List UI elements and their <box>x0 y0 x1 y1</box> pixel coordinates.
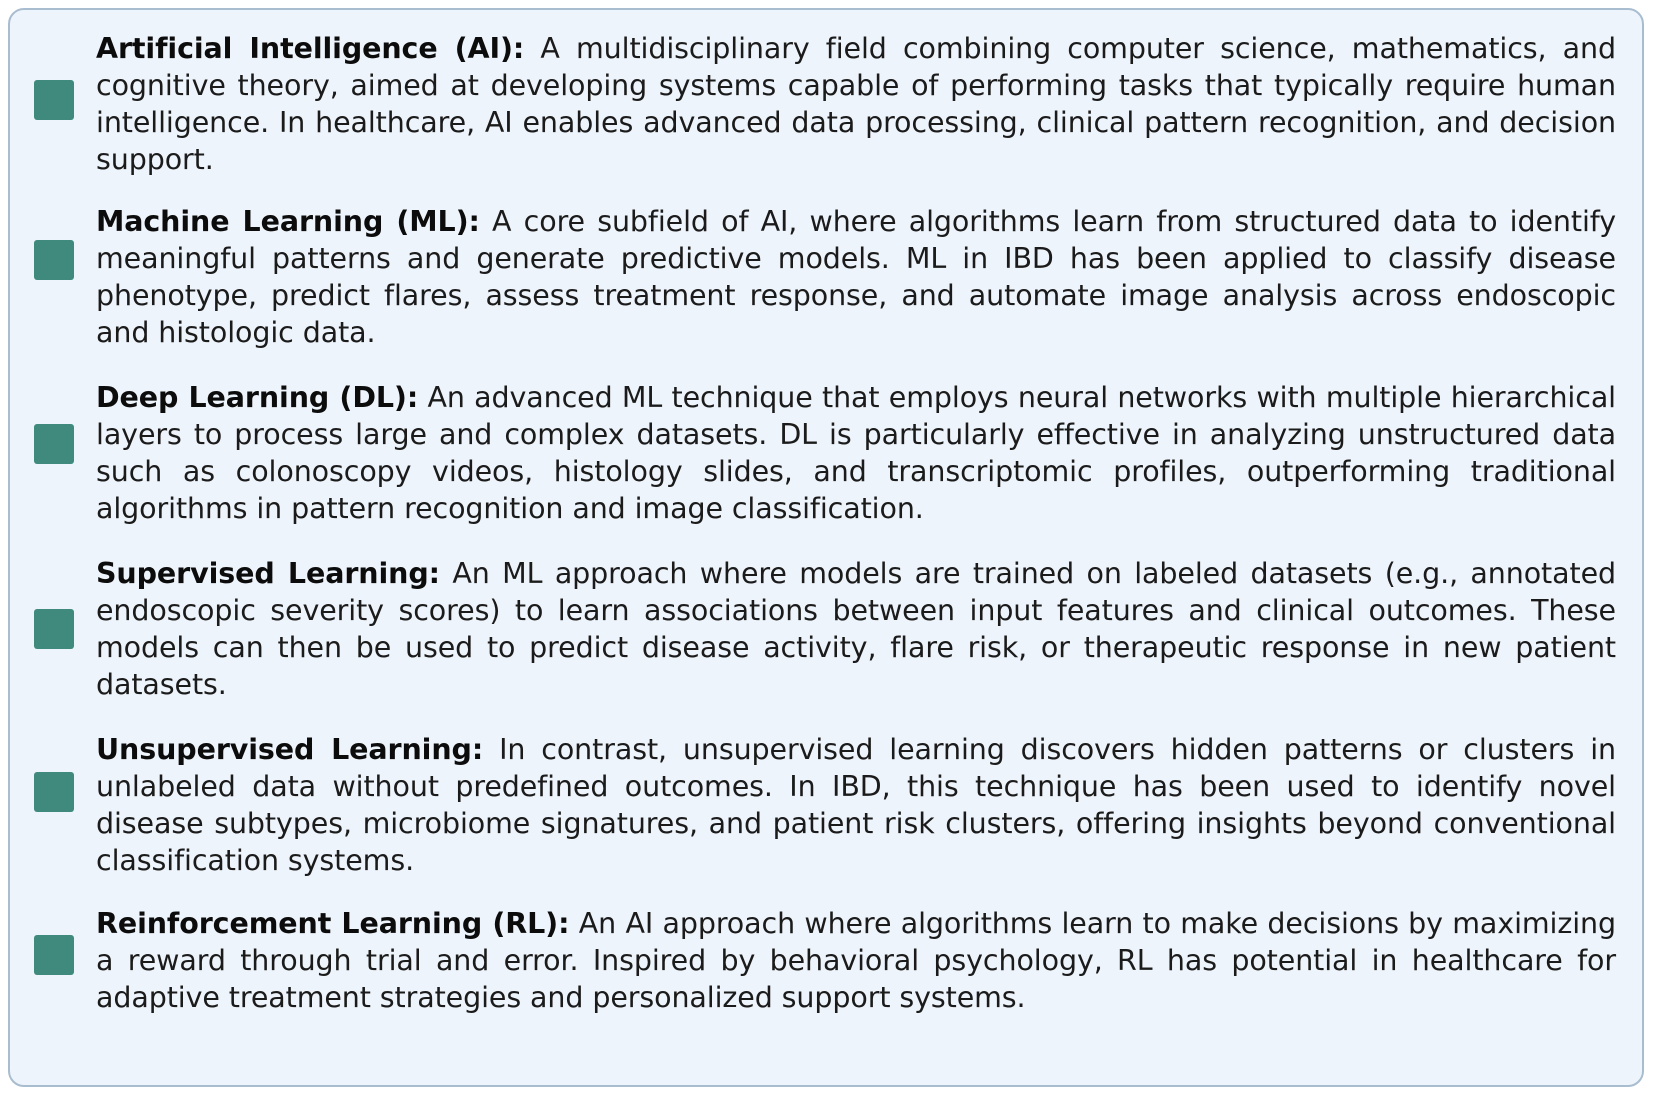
definition-text <box>96 731 1616 879</box>
definition-text <box>96 203 1616 351</box>
square-bullet-icon <box>34 935 74 975</box>
definition-text <box>96 555 1616 703</box>
definitions-panel <box>8 8 1644 1087</box>
square-bullet-icon <box>34 80 74 120</box>
definition-term: Deep Learning (DL): <box>96 381 419 414</box>
square-bullet-icon <box>34 240 74 280</box>
definition-body: An advanced ML technique that employs neural networks with multiple hierarchical layers to process large and complex datasets. DL is particularly effective in analyzing unstructured data such as colonoscopy videos, histology slides, and transcriptomic profiles, outperforming traditional algorithms in pattern recognition and image classification. <box>96 381 1616 525</box>
definition-body: A multidisciplinary field combining computer science, mathematics, and cognitive theory, aimed at developing systems capable of performing tasks that typically require human intelligence. In healthcare, AI enables advanced data processing, clinical pattern recognition, and decision support. <box>96 32 1616 176</box>
definition-term: Artificial Intelligence (AI): <box>96 32 525 65</box>
definition-text <box>96 379 1616 527</box>
square-bullet-icon <box>34 424 74 464</box>
square-bullet-icon <box>34 609 74 649</box>
definition-text <box>96 30 1616 178</box>
definition-body: In contrast, unsupervised learning discovers hidden patterns or clusters in unlabeled data without predefined outcomes. In IBD, this technique has been used to identify novel disease subtypes, microbiome signatures, and patient risk clusters, offering insights beyond conventional classification systems. <box>96 733 1616 877</box>
definition-body: An AI approach where algorithms learn to make decisions by maximizing a reward through trial and error. Inspired by behavioral psychology, RL has potential in healthcare for adaptive treatment strategies and personalized support systems. <box>96 907 1616 1014</box>
square-bullet-icon <box>34 772 74 812</box>
definition-body: An ML approach where models are trained on labeled datasets (e.g., annotated endoscopic severity scores) to learn associations between input features and clinical outcomes. These models can then be used to predict disease activity, flare risk, or therapeutic response in new patient datasets. <box>96 557 1616 701</box>
definition-term: Unsupervised Learning: <box>96 733 484 766</box>
definition-term: Machine Learning (ML): <box>96 205 480 238</box>
definition-term: Reinforcement Learning (RL): <box>96 907 570 940</box>
definition-text <box>96 905 1616 1016</box>
definition-body: A core subfield of AI, where algorithms learn from structured data to identify meaningful patterns and generate predictive models. ML in IBD has been applied to classify disease phenotype, predict flares, assess treatment response, and automate image analysis across endoscopic and histologic data. <box>96 205 1616 349</box>
definition-term: Supervised Learning: <box>96 557 440 590</box>
